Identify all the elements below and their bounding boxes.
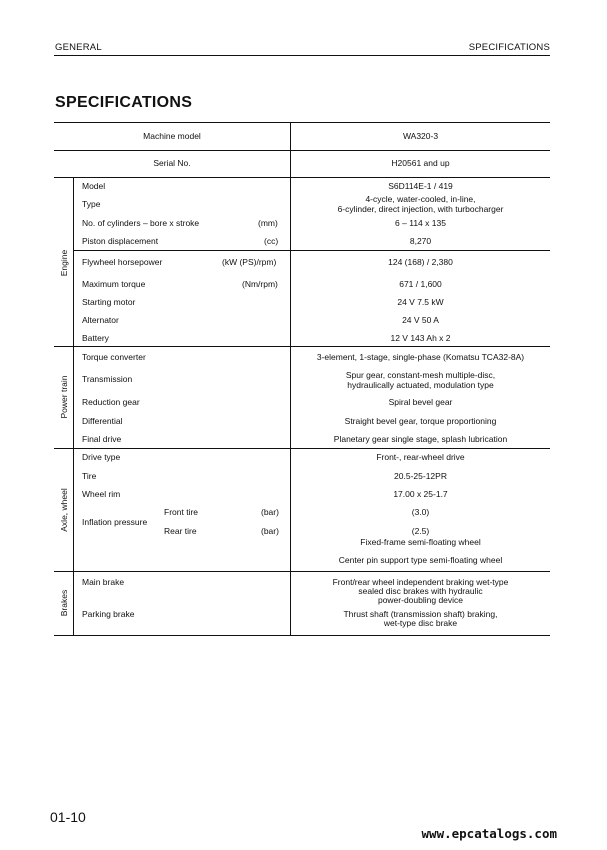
table-rule [54, 150, 550, 151]
page-number: 01-10 [50, 809, 86, 825]
table-rule [54, 177, 550, 178]
front-tire-label: Front tire [164, 507, 199, 517]
row-value: Planetary gear single stage, splash lubrication [333, 434, 508, 444]
header-right: SPECIFICATIONS [468, 42, 550, 53]
row-value: Center pin support type semi-floating wheel [338, 555, 503, 565]
page-title: SPECIFICATIONS [55, 94, 193, 111]
footer-url[interactable]: www.epcatalogs.com [421, 826, 557, 841]
row-value: power-doubling device [377, 595, 464, 605]
front-tire-unit: (bar) [261, 507, 279, 517]
row-label: Inflation pressure [82, 517, 148, 527]
row-value: Front-, rear-wheel drive [376, 452, 465, 462]
row-label: Type [82, 199, 101, 209]
header-left: GENERAL [55, 42, 102, 53]
serial-label: Serial No. [153, 158, 191, 168]
row-label: Differential [82, 416, 123, 426]
table-rule [74, 250, 550, 251]
machine-model-label: Machine model [143, 131, 201, 141]
row-value: Spur gear, constant-mesh multiple-disc, [345, 370, 496, 380]
row-label: Alternator [82, 315, 119, 325]
row-unit: (cc) [264, 236, 279, 246]
row-value: 24 V 7.5 kW [397, 297, 444, 307]
row-value: 3-element, 1-stage, single-phase (Komatsu TCA32-8A) [316, 352, 525, 362]
row-value: Straight bevel gear, torque proportioning [344, 416, 497, 426]
row-label: Battery [82, 333, 109, 343]
row-label: Parking brake [82, 609, 135, 619]
row-value: 4-cycle, water-cooled, in-line, [365, 194, 476, 204]
rear-tire-label: Rear tire [164, 526, 197, 536]
row-label: Wheel rim [82, 489, 121, 499]
row-label: Piston displacement [82, 236, 159, 246]
row-value: S6D114E-1 / 419 [388, 181, 453, 191]
spec-table [54, 122, 550, 636]
row-value: 20.5-25-12PR [394, 471, 447, 481]
row-value: 17.00 x 25-1.7 [393, 489, 448, 499]
row-label: Tire [82, 471, 97, 481]
row-label: Flywheel horsepower [82, 257, 163, 267]
row-value: Fixed-frame semi-floating wheel [360, 537, 481, 547]
rear-tire-value: (2.5) [411, 526, 430, 536]
section-power-train: Power train [59, 375, 69, 419]
row-value: 12 V 143 Ah x 2 [390, 333, 451, 343]
table-bottom-rule [54, 635, 550, 636]
section-brakes: Brakes [59, 589, 69, 617]
row-label: Model [82, 181, 106, 191]
row-value: 24 V 50 A [402, 315, 439, 325]
row-value: Spiral bevel gear [388, 397, 453, 407]
serial-value: H20561 and up [391, 158, 450, 168]
row-label: Main brake [82, 577, 125, 587]
table-rule [54, 571, 550, 572]
row-label: Torque converter [82, 352, 146, 362]
table-rule [54, 346, 550, 347]
rear-tire-unit: (bar) [261, 526, 279, 536]
row-label: Drive type [82, 452, 121, 462]
row-value: Thrust shaft (transmission shaft) braking, [343, 609, 498, 619]
row-label: No. of cylinders – bore x stroke [82, 218, 200, 228]
section-axle-wheel: Axle, wheel [59, 488, 69, 532]
row-value: 671 / 1,600 [399, 279, 442, 289]
row-label: Final drive [82, 434, 122, 444]
section-divider [73, 177, 74, 636]
row-unit: (Nm/rpm) [242, 279, 278, 289]
row-value: 124 (168) / 2,380 [388, 257, 453, 267]
row-value: hydraulically actuated, modulation type [347, 380, 494, 390]
row-label: Transmission [82, 374, 133, 384]
row-value: sealed disc brakes with hydraulic [358, 586, 483, 596]
section-engine: Engine [59, 249, 69, 277]
row-unit: (kW (PS)/rpm) [222, 257, 277, 267]
row-value: 6 – 114 x 135 [395, 218, 446, 228]
row-label: Starting motor [82, 297, 136, 307]
table-top-rule [54, 122, 550, 123]
header-rule [54, 55, 550, 56]
row-value: 6-cylinder, direct injection, with turbocharger [337, 204, 504, 214]
row-value: 8,270 [409, 236, 432, 246]
row-value: Front/rear wheel independent braking wet-type [332, 577, 509, 587]
row-unit: (mm) [258, 218, 278, 228]
row-value: wet-type disc brake [383, 618, 458, 628]
machine-model-value: WA320-3 [402, 131, 439, 141]
table-rule [54, 448, 550, 449]
row-label: Reduction gear [82, 397, 140, 407]
front-tire-value: (3.0) [411, 507, 430, 517]
row-label: Maximum torque [82, 279, 146, 289]
